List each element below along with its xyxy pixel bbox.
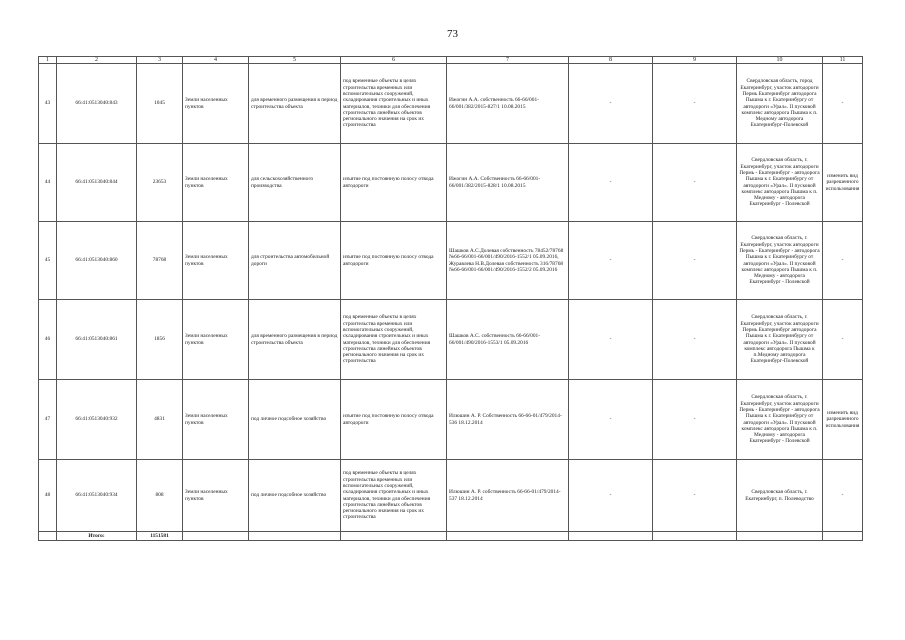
total-spacer (569, 532, 653, 541)
table-row (39, 300, 863, 380)
cadastral-number: 66:41:0513040:860 (57, 222, 137, 300)
column-header: 7 (447, 57, 569, 64)
total-label: Итого: (57, 532, 137, 541)
cadastral-number: 66:41:0513040:844 (57, 144, 137, 222)
object-address: Свердловская область, г. Екатеринбург, участок автодороги Пермь - Екатеринбург - автодорога Пышма к г. Екатеринбургу от автодороги «Урал». II пусковой комплекс автодорога Пышма к п. Медному - автодорога Екатеринбург - Полевской (737, 144, 823, 222)
land-category: Земли населенных пунктов (183, 460, 249, 532)
plot-area: 78768 (137, 222, 183, 300)
table-row (39, 222, 863, 300)
object-address: Свердловская область, г. Екатеринбург, участок автодороги Пермь Екатеринбург автодорога Пышма к г. Екатеринбургу от автодороги «Урал». II пусковой комплекс автодорога Пышма к п.Медному автодорога Екатеринбург-Полевской (737, 300, 823, 380)
table-row (39, 380, 863, 460)
total-spacer (653, 532, 737, 541)
seizure-purpose: изъятие под постоянную полосу отвода автодороги (341, 144, 447, 222)
note: - (823, 222, 863, 300)
encumbrance: - (569, 222, 653, 300)
permitted-use: под личное подсобное хозяйство (249, 460, 341, 532)
total-spacer (183, 532, 249, 541)
total-spacer (39, 532, 57, 541)
restriction: - (653, 300, 737, 380)
land-category: Земли населенных пунктов (183, 380, 249, 460)
page-number: 73 (447, 28, 458, 40)
object-address: Свердловская область, г. Екатеринбург, участок автодороги Пермь - Екатеринбург - автодорога Пышма к г. Екатеринбургу от автодороги «Урал». II пусковой комплекс автодорога Пышма к п. Медному - автодорога Екатеринбург - Полевской (737, 222, 823, 300)
column-header: 3 (137, 57, 183, 64)
restriction: - (653, 460, 737, 532)
column-header: 9 (653, 57, 737, 64)
row-number: 47 (39, 380, 57, 460)
restriction: - (653, 144, 737, 222)
encumbrance: - (569, 64, 653, 144)
total-spacer (823, 532, 863, 541)
land-category: Земли населенных пунктов (183, 144, 249, 222)
note: - (823, 460, 863, 532)
column-header: 8 (569, 57, 653, 64)
column-header: 4 (183, 57, 249, 64)
restriction: - (653, 64, 737, 144)
encumbrance: - (569, 460, 653, 532)
note: изменить вид разрешенного использования (823, 380, 863, 460)
seizure-purpose: изъятие под постоянную полосу отвода автодороги (341, 222, 447, 300)
restriction: - (653, 380, 737, 460)
encumbrance: - (569, 380, 653, 460)
rights-holder: Ижогин А.А. собственность 66-66/001-66/001/382/2015-827/1 10.08.2015 (447, 64, 569, 144)
note: - (823, 300, 863, 380)
column-header: 1 (39, 57, 57, 64)
column-header: 11 (823, 57, 863, 64)
cadastral-number: 66:41:0513040:934 (57, 460, 137, 532)
cadastral-number: 66:41:0513040:861 (57, 300, 137, 380)
table-row (39, 460, 863, 532)
object-address: Свердловская область, г. Екатеринбург, участок автодороги Пермь - Екатеринбург - автодорога Пышма к г. Екатеринбургу от автодороги «Урал». II пусковой комплекс автодорога Пышма к п. Медному - автодорога Екатеринбург - Полевской (737, 380, 823, 460)
table-row (39, 64, 863, 144)
plot-area: 23653 (137, 144, 183, 222)
column-header: 5 (249, 57, 341, 64)
row-number: 45 (39, 222, 57, 300)
total-spacer (447, 532, 569, 541)
column-header: 10 (737, 57, 823, 64)
cadastral-number: 66:41:0513040:843 (57, 64, 137, 144)
note: изменить вид разрешенного использования (823, 144, 863, 222)
permitted-use: для временного размещения в период строительства объекта (249, 300, 341, 380)
object-address: Свердловская область, г. Екатеринбург, п. Полеводство (737, 460, 823, 532)
cadastral-number: 66:41:0513040:932 (57, 380, 137, 460)
plot-area: 1045 (137, 64, 183, 144)
plot-area: 808 (137, 460, 183, 532)
rights-holder: Илюшин А. Р. собственность 66-66-01/479/2014-537 18.12.2014 (447, 460, 569, 532)
permitted-use: под личное подсобное хозяйство (249, 380, 341, 460)
land-category: Земли населенных пунктов (183, 64, 249, 144)
land-category: Земли населенных пунктов (183, 300, 249, 380)
column-header: 6 (341, 57, 447, 64)
seizure-purpose: под временные объекты в целях строительства временных или вспомогательных сооружений, складирования строительных и иных материалов, техники для обеспечения строительства линейных объектов регионального значения на срок их строительства (341, 460, 447, 532)
encumbrance: - (569, 144, 653, 222)
rights-holder: Илюшин А. Р. Собственность 66-66-01/479/2014-536 18.12.2014 (447, 380, 569, 460)
permitted-use: для временного размещения в период строительства объекта (249, 64, 341, 144)
row-number: 48 (39, 460, 57, 532)
total-row (39, 532, 863, 541)
row-number: 43 (39, 64, 57, 144)
rights-holder: Шашков А.С.Долевая собственность 78452/78768 №66-66/001-66/001/490/2016-1552/1 05.09.2016, Журавлева Н.В.Долевая собственность 316/78768 №66-66/001-66/001/490/2016-1552/2 05.09.2016 (447, 222, 569, 300)
table-row (39, 144, 863, 222)
note: - (823, 64, 863, 144)
seizure-purpose: изъятие под постоянную полосу отвода автодороги (341, 380, 447, 460)
land-plots-table (38, 56, 863, 541)
plot-area: 4831 (137, 380, 183, 460)
total-value: 1151581 (137, 532, 183, 541)
permitted-use: для строительства автомобильной дороги (249, 222, 341, 300)
restriction: - (653, 222, 737, 300)
seizure-purpose: под временные объекты в целях строительства временных или вспомогательных сооружений, складирования строительных и иных материалов, техники для обеспечения строительства линейных объектов регионального значения на срок их строительства (341, 64, 447, 144)
total-spacer (737, 532, 823, 541)
total-spacer (249, 532, 341, 541)
permitted-use: для сельскохозяйственного производства (249, 144, 341, 222)
row-number: 44 (39, 144, 57, 222)
total-spacer (341, 532, 447, 541)
rights-holder: Шашков А.С. собственность 66-66/001-66/001/490/2016-1553/1 05.09.2016 (447, 300, 569, 380)
rights-holder: Ижогин А.А. Собственность 66-66/001-66/001/382/2015-828/1 10.08.2015 (447, 144, 569, 222)
seizure-purpose: под временные объекты в целях строительства временных или вспомогательных сооружений, складирования строительных и иных материалов, техники для обеспечения строительства линейных объектов регионального значения на срок их строительства (341, 300, 447, 380)
encumbrance: - (569, 300, 653, 380)
column-number-row (39, 57, 863, 64)
object-address: Свердловская область, город Екатеринбург, участок автодороги Пермь Екатеринбург автодорога Пышма к г. Екатеринбургу от автодороги «Урал». II пусковой комплекс автодорога Пышма к п. Медному автодорога Екатеринбург-Полевской (737, 64, 823, 144)
column-header: 2 (57, 57, 137, 64)
row-number: 46 (39, 300, 57, 380)
land-category: Земли населенных пунктов (183, 222, 249, 300)
plot-area: 1856 (137, 300, 183, 380)
